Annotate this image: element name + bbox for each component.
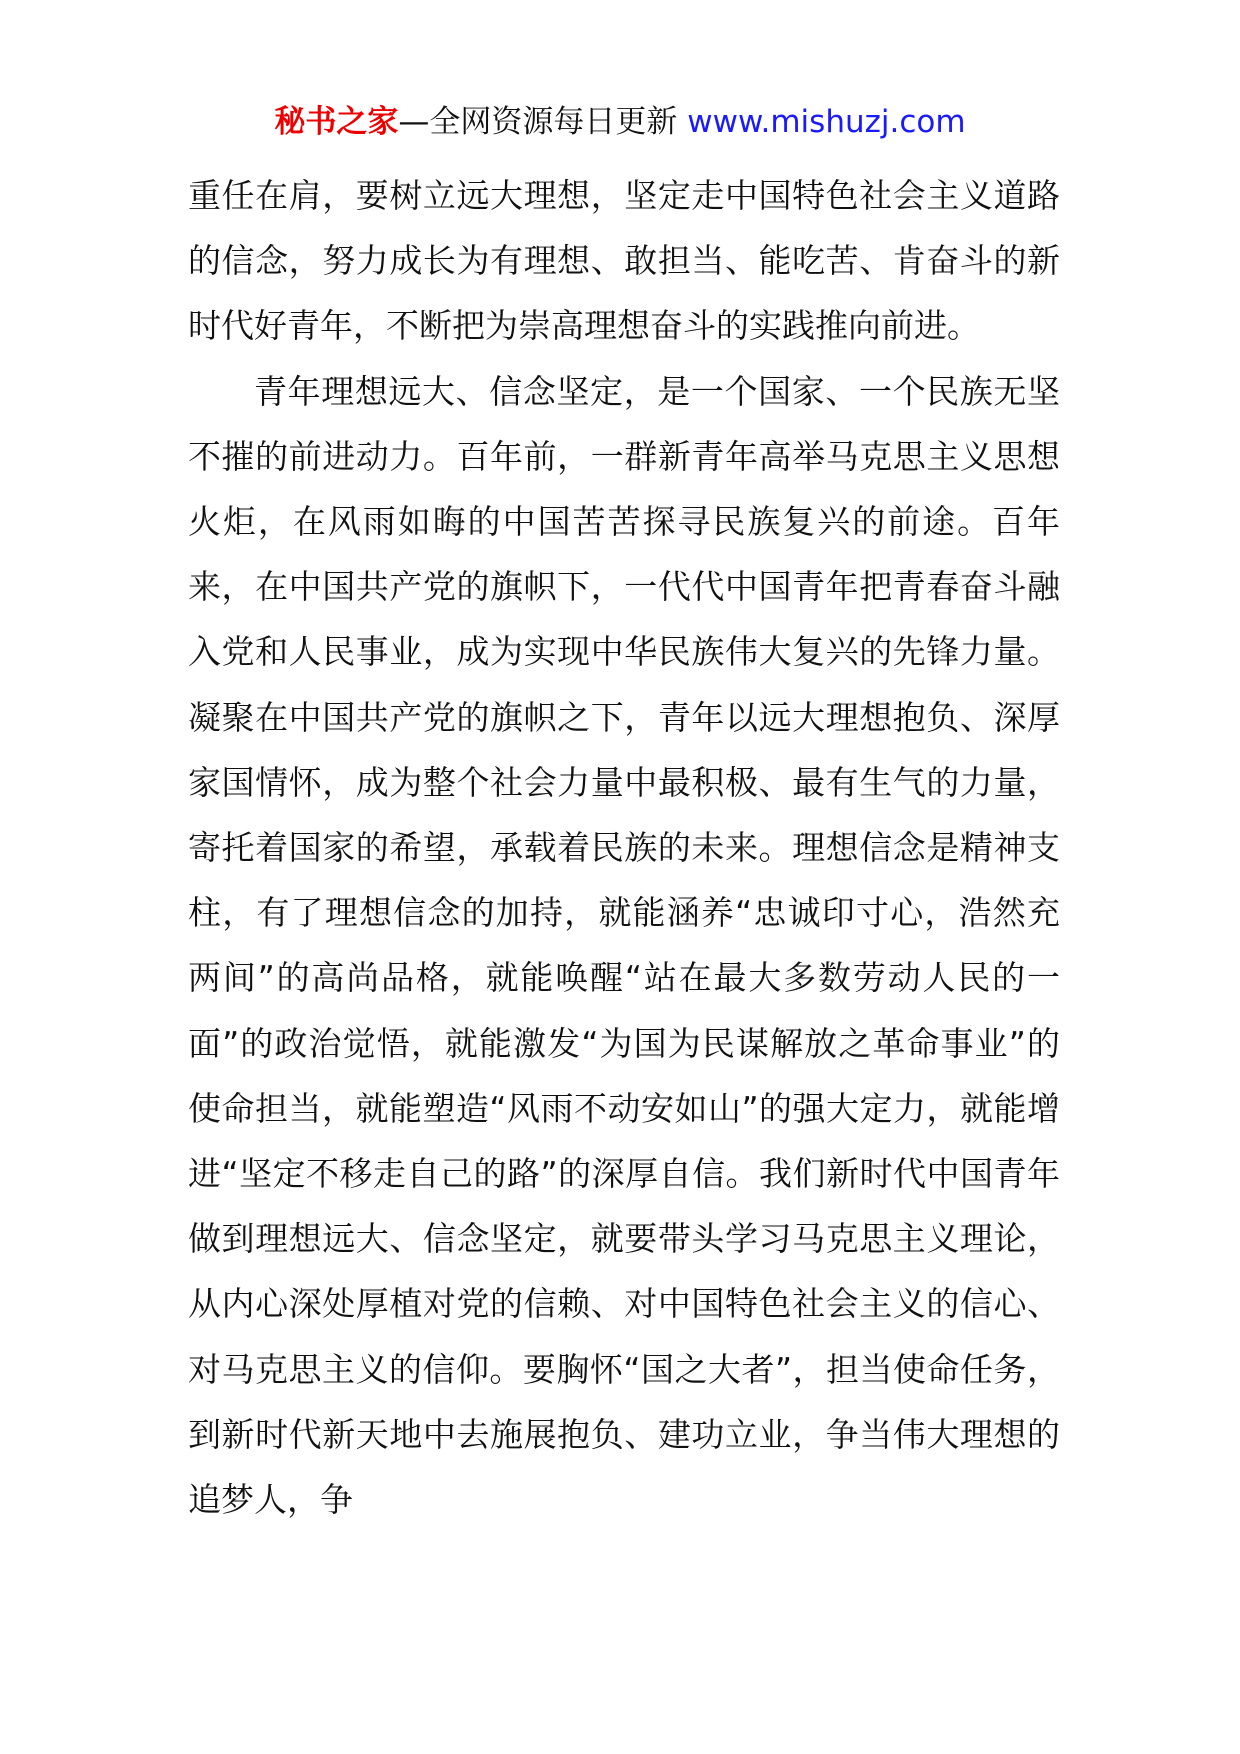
paragraph-main: 青年理想远大、信念坚定，是一个国家、一个民族无坚不摧的前进动力。百年前，一群新青年高举马克思主义思想火炬，在风雨如晦的中国苦苦探寻民族复兴的前途。百年来，在中国共产党的旗帜下，一代代中国青年把青春奋斗融入党和人民事业，成为实现中华民族伟大复兴的先锋力量。凝聚在中国共产党的旗帜之下，青年以远大理想抱负、深厚家国情怀，成为整个社会力量中最积极、最有生气的力量，寄托着国家的希望，承载着民族的未来。理想信念是精神支柱，有了理想信念的加持，就能涵养“忠诚印寸心，浩然充两间”的高尚品格，就能唤醒“站在最大多数劳动人民的一面”的政治觉悟，就能激发“为国为民谋解放之革命事业”的使命担当，就能塑造“风雨不动安如山”的强大定力，就能增进“坚定不移走自己的路”的深厚自信。我们新时代中国青年做到理想远大、信念坚定，就要带头学习马克思主义理论，从内心深处厚植对党的信赖、对中国特色社会主义的信心、对马克思主义的信仰。要胸怀“国之大者”，担当使命任务，到新时代新天地中去施展抱负、建功立业，争当伟大理想的追梦人，争 bbox=[188, 371, 1060, 1520]
paragraph-continuation: 重任在肩，要树立远大理想，坚定走中国特色社会主义道路的信念，努力成长为有理想、敢担当、能吃苦、肯奋斗的新时代好青年，不断把为崇高理想奋斗的实践推向前进。 bbox=[188, 176, 1060, 346]
header-brand: 秘书之家 bbox=[274, 104, 399, 140]
header-url-link[interactable]: www.mishuzj.com bbox=[687, 104, 966, 140]
document-body bbox=[188, 163, 1060, 1532]
page-header bbox=[0, 100, 1240, 144]
header-tagline: —全网资源每日更新 bbox=[398, 104, 688, 140]
